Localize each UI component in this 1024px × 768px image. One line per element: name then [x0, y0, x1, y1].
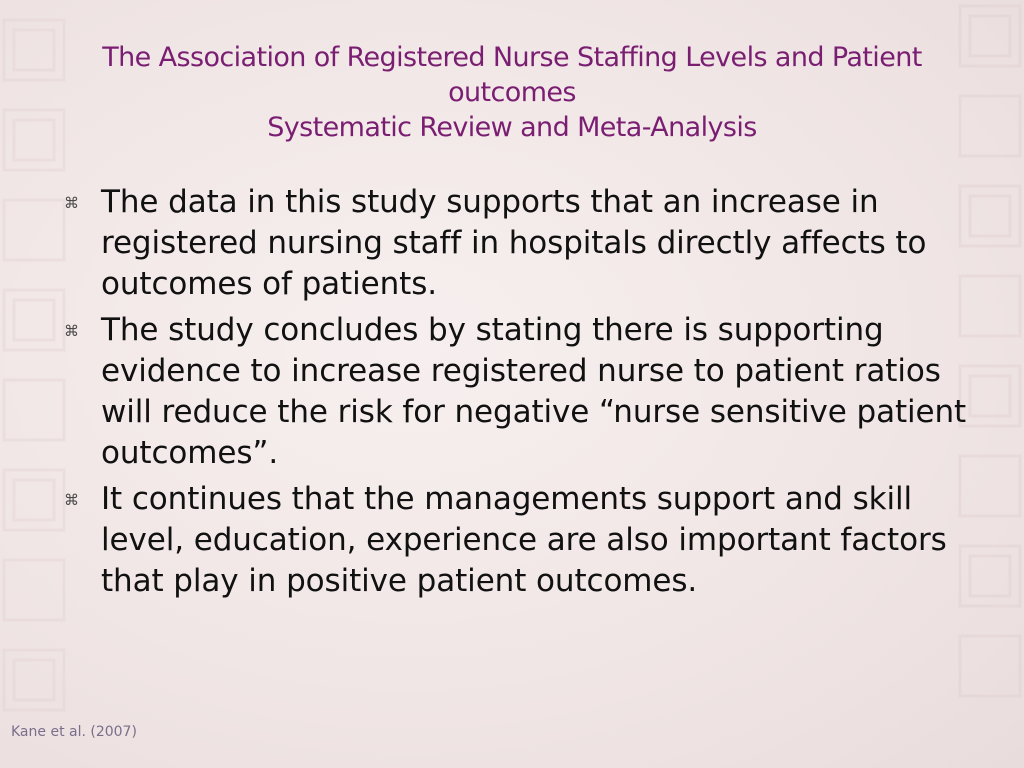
- slide-title: [60, 40, 964, 145]
- command-key-bullet-icon: ⌘: [64, 491, 79, 509]
- slide-title-line-2: outcomes: [448, 77, 576, 108]
- command-key-bullet-icon: ⌘: [64, 322, 79, 340]
- bullet-item: [60, 182, 970, 305]
- citation: Kane et al. (2007): [11, 724, 137, 740]
- slide-title-line-1: The Association of Registered Nurse Staffing Levels and Patient: [102, 42, 922, 73]
- bullet-text: It continues that the managements support and skill level, education, experience are also important factors that play in positive patient outcomes.: [101, 481, 947, 599]
- slide-subtitle: Systematic Review and Meta-Analysis: [267, 112, 757, 143]
- bullet-item: [60, 310, 970, 474]
- bullet-text: The data in this study supports that an increase in registered nursing staff in hospitals directly affects to outcomes of patients.: [101, 184, 927, 302]
- command-key-bullet-icon: ⌘: [64, 194, 79, 212]
- bullet-text: The study concludes by stating there is supporting evidence to increase registered nurse to patient ratios will reduce the risk for negative “nurse sensitive patient outcomes”.: [101, 312, 967, 471]
- bullet-item: [60, 479, 970, 602]
- bullet-list: [60, 182, 970, 607]
